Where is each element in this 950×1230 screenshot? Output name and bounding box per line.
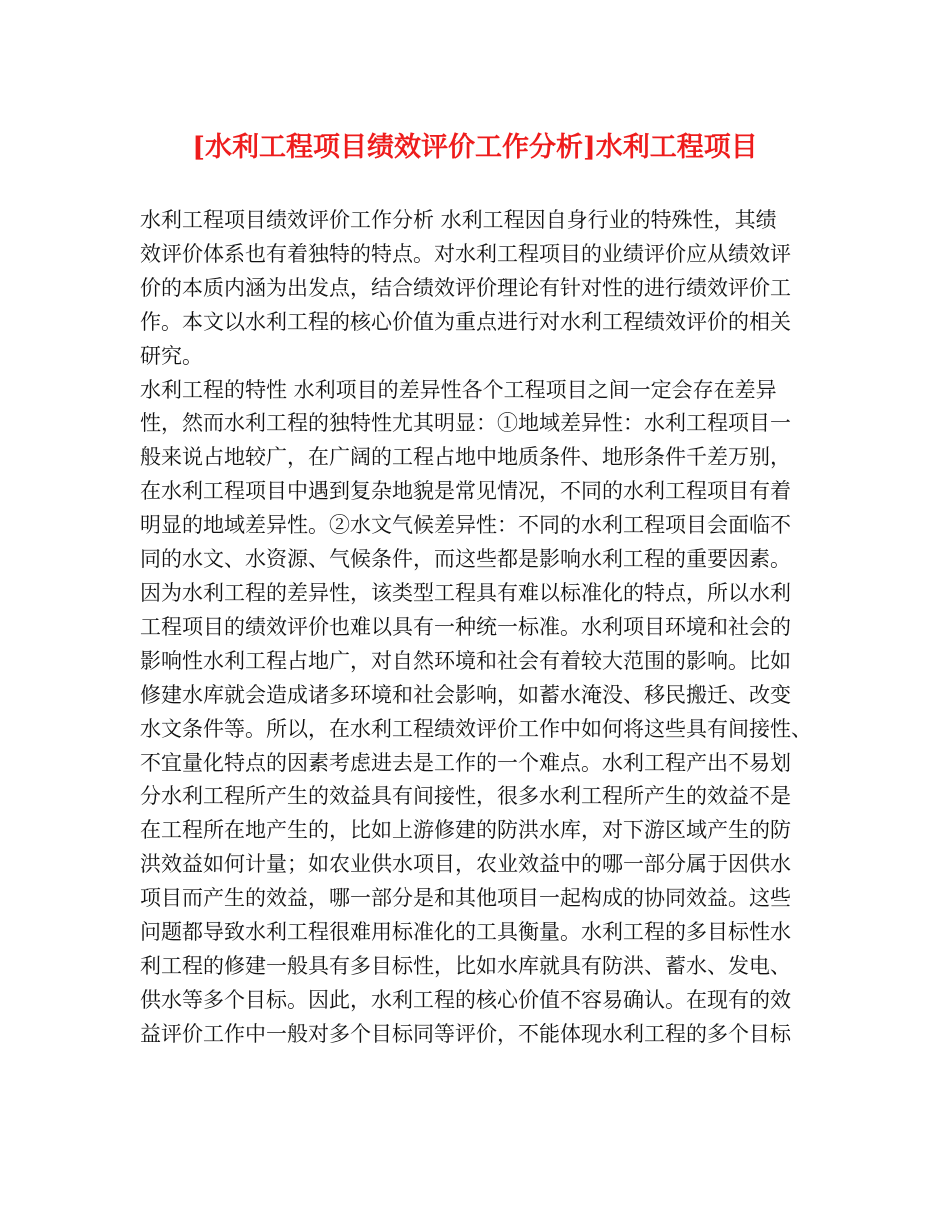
body-line: 水利工程的特性 水利项目的差异性各个工程项目之间一定会存在差异 (140, 377, 777, 402)
body-line: 作。本文以水利工程的核心价值为重点进行对水利工程绩效评价的相关 (140, 309, 791, 334)
body-line: 益评价工作中一般对多个目标同等评价，不能体现水利工程的多个目标 (140, 1021, 791, 1046)
body-line: 研究。 (140, 343, 203, 368)
body-line: 影响性水利工程占地广，对自然环境和社会有着较大范围的影响。比如 (140, 648, 791, 673)
body-line: 价的本质内涵为出发点，结合绩效评价理论有针对性的进行绩效评价工 (140, 275, 791, 300)
body-line: 洪效益如何计量；如农业供水项目，农业效益中的哪一部分属于因供水 (140, 852, 791, 877)
body-line: 在工程所在地产生的，比如上游修建的防洪水库，对下游区域产生的防 (140, 818, 791, 843)
body-line: 工程项目的绩效评价也难以具有一种统一标准。水利项目环境和社会的 (140, 614, 791, 639)
body-line: 项目而产生的效益，哪一部分是和其他项目一起构成的协同效益。这些 (140, 886, 791, 911)
body-line: 水文条件等。所以，在水利工程绩效评价工作中如何将这些具有间接性、 (140, 716, 812, 741)
body-line: 利工程的修建一般具有多目标性，比如水库就具有防洪、蓄水、发电、 (140, 953, 791, 978)
body-line: 在水利工程项目中遇到复杂地貌是常见情况，不同的水利工程项目有着 (140, 479, 791, 504)
body-line: 效评价体系也有着独特的特点。对水利工程项目的业绩评价应从绩效评 (140, 241, 791, 266)
body-line: 供水等多个目标。因此，水利工程的核心价值不容易确认。在现有的效 (140, 987, 791, 1012)
body-line: 分水利工程所产生的效益具有间接性，很多水利工程所产生的效益不是 (140, 784, 791, 809)
body-line: 明显的地域差异性。②水文气候差异性：不同的水利工程项目会面临不 (140, 513, 791, 538)
document-body (140, 204, 816, 1052)
body-line: 同的水文、水资源、气候条件，而这些都是影响水利工程的重要因素。 (140, 547, 791, 572)
document-title: [水利工程项目绩效评价工作分析]水利工程项目 (192, 132, 758, 163)
body-line: 因为水利工程的差异性，该类型工程具有难以标准化的特点，所以水利 (140, 580, 791, 605)
body-line: 不宜量化特点的因素考虑进去是工作的一个难点。水利工程产出不易划 (140, 750, 791, 775)
body-line: 问题都导致水利工程很难用标准化的工具衡量。水利工程的多目标性水 (140, 920, 791, 945)
body-line: 水利工程项目绩效评价工作分析 水利工程因自身行业的特殊性，其绩 (140, 208, 777, 232)
body-line: 性，然而水利工程的独特性尤其明显：①地域差异性：水利工程项目一 (140, 411, 791, 436)
body-line: 般来说占地较广，在广阔的工程占地中地质条件、地形条件千差万别， (140, 445, 791, 470)
body-line: 修建水库就会造成诸多环境和社会影响，如蓄水淹没、移民搬迁、改变 (140, 682, 791, 707)
